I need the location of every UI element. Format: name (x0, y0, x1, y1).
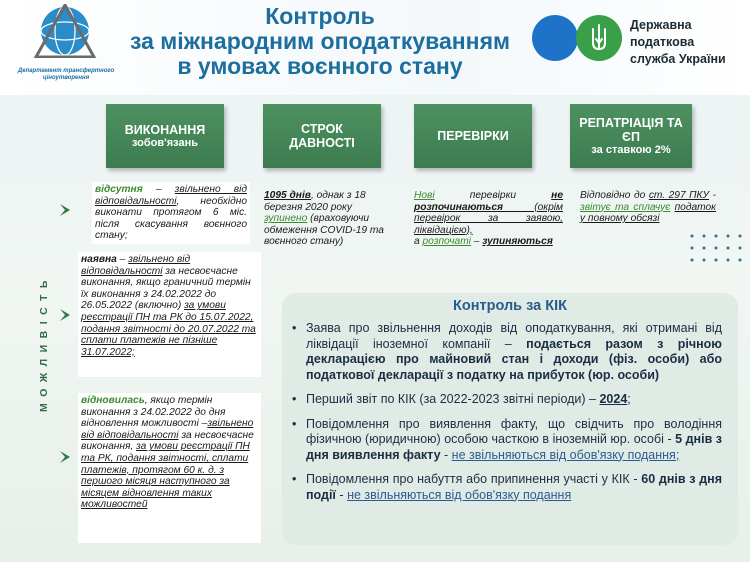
header-banner (0, 0, 750, 95)
limitation-period-text: 1095 днів, однак з 18 березня 2020 року зупинено (враховуючи обмеження COVID-19 та воєнного стану) (264, 190, 384, 248)
vertical-label-possibility: МОЖЛИВІСТЬ (38, 274, 50, 412)
kik-control-panel (282, 293, 738, 545)
trident-emblem-icon (576, 15, 622, 61)
arrow-right-icon (58, 308, 72, 322)
card-limitation-period: СТРОК ДАВНОСТІ (263, 104, 381, 168)
kik-list (292, 321, 722, 512)
box-possibility-restored: відновилась, якщо термін виконання з 24.02.2022 до дня відновлення можливості –звільнено від відповідальності за несвоєчасне виконання, за умови реєстрації ПН та РК, подання звітності, сплати платежів, протягом 60 к. д. з першого місяця наступного за місяцем відновлення таких можливостей (78, 393, 261, 543)
kik-title: Контроль за КІК (453, 298, 567, 314)
logo-caption: Департамент трансфертного ціноутворення (17, 68, 115, 81)
arrow-right-icon (58, 203, 72, 217)
page-title (100, 4, 540, 79)
title-line-2: за міжнародним оподаткуванням (129, 28, 511, 54)
decorative-dots (688, 232, 750, 292)
agency-name: Державна податкова служба України (630, 18, 726, 66)
card-repatriation: РЕПАТРІАЦІЯ ТА ЄП за ставкою 2% (570, 104, 692, 168)
arrow-right-icon (58, 450, 72, 464)
list-item: • Повідомлення про виявлення факту, що свідчить про володіння фізичною (юридичною) особою часткою в іноземній юр. особі - 5 днів з дня виявлення факту - не звільняються від обов'язку подання; (292, 417, 722, 464)
card-audits: ПЕРЕВІРКИ (414, 104, 532, 168)
card-obligations: ВИКОНАННЯ зобов'язань (106, 104, 224, 168)
title-line-1: Контроль (265, 3, 375, 29)
audits-text: Нові перевірки не розпочинаються (окрім перевірок за заявою, ліквідацією), а розпочаті – зупиняються (414, 190, 563, 248)
repatriation-text: Відповідно до ст. 297 ПКУ - звітує та сплачує податок у повному обсязі (580, 190, 717, 225)
title-line-3: в умовах воєнного стану (177, 53, 463, 79)
box-possibility-absent: відсутня – звільнено від відповідальності, необхідно виконати протягом 6 міс. після скасування воєнного стану; (92, 182, 250, 244)
box-possibility-present: наявна – звільнено від відповідальності за несвоєчасне виконання, якщо граничний термін їх виконання з 24.02.2022 до 26.05.2022 (включно) за умови реєстрації ПН та РК до 15.07.2022, подання звітності до 20.07.2022 та сплати платежів не пізніше 31.07.2022; (78, 252, 261, 377)
department-logo-icon (30, 4, 100, 58)
list-item: • Перший звіт по КІК (за 2022-2023 звітні періоди) – 2024; (292, 392, 722, 408)
list-item: • Заява про звільнення доходів від оподаткування, які отримані від ліквідації іноземної компанії – подається разом з річною декларацією про майновий стан і доходи (фіз. особи) або податкової декларації з податку на прибуток (юр. особи) (292, 321, 722, 383)
list-item: • Повідомлення про набуття або припинення участі у КІК - 60 днів з дня події - не звільняються від обов'язку подання (292, 472, 722, 503)
agency-blue-circle-icon (532, 15, 578, 61)
